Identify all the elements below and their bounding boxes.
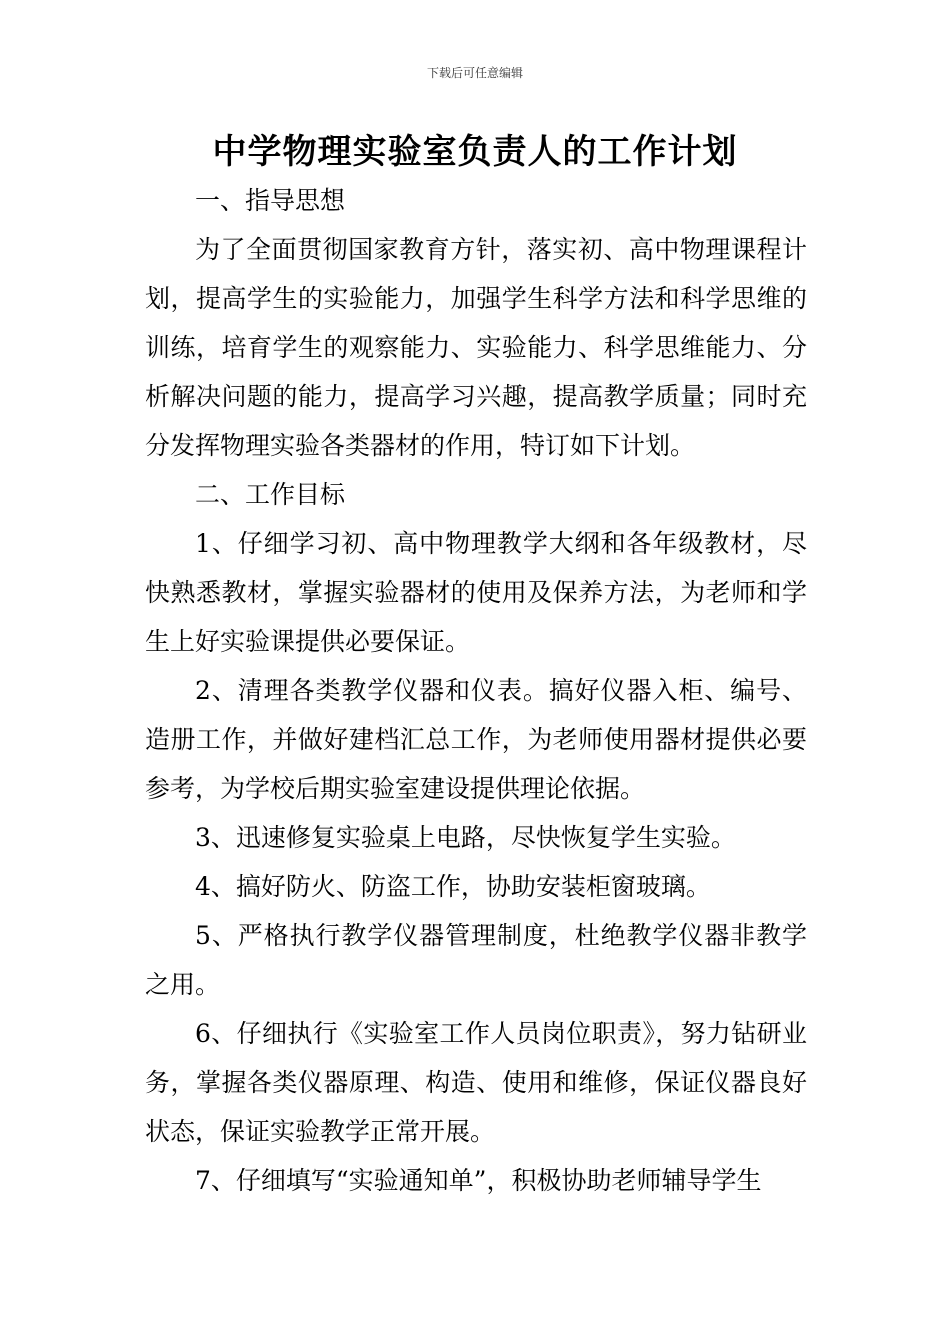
document-title: 中学物理实验室负责人的工作计划 bbox=[212, 132, 738, 172]
document-body bbox=[145, 176, 807, 1205]
paragraph: 为了全面贯彻国家教育方针，落实初、高中物理课程计划，提高学生的实验能力，加强学生科学方法和科学思维的训练，培育学生的观察能力、实验能力、科学思维能力、分析解决问题的能力，提高学习兴趣，提高教学质量；同时充分发挥物理实验各类器材的作用，特订如下计划。 bbox=[145, 235, 807, 460]
paragraph: 3、迅速修复实验桌上电路，尽快恢复学生实验。 bbox=[195, 823, 736, 852]
paragraph: 1、仔细学习初、高中物理教学大纲和各年级教材，尽快熟悉教材，掌握实验器材的使用及保养方法，为老师和学生上好实验课提供必要保证。 bbox=[145, 529, 807, 656]
section-heading-guiding-ideology: 一、指导思想 bbox=[195, 186, 346, 215]
paragraph: 4、搞好防火、防盗工作，协助安装柜窗玻璃。 bbox=[195, 872, 711, 901]
paragraph: 2、清理各类教学仪器和仪表。搞好仪器入柜、编号、造册工作，并做好建档汇总工作，为老师使用器材提供必要参考，为学校后期实验室建设提供理论依据。 bbox=[145, 676, 807, 803]
paragraph: 5、严格执行教学仪器管理制度，杜绝教学仪器非教学之用。 bbox=[145, 921, 807, 999]
section-heading-work-goals: 二、工作目标 bbox=[195, 480, 346, 509]
paragraph: 6、仔细执行《实验室工作人员岗位职责》，努力钻研业务，掌握各类仪器原理、构造、使用和维修，保证仪器良好状态，保证实验教学正常开展。 bbox=[145, 1019, 807, 1146]
page-header-note: 下载后可任意编辑 bbox=[426, 66, 523, 80]
paragraph: 7、仔细填写“实验通知单”，积极协助老师辅导学生 bbox=[195, 1166, 762, 1195]
